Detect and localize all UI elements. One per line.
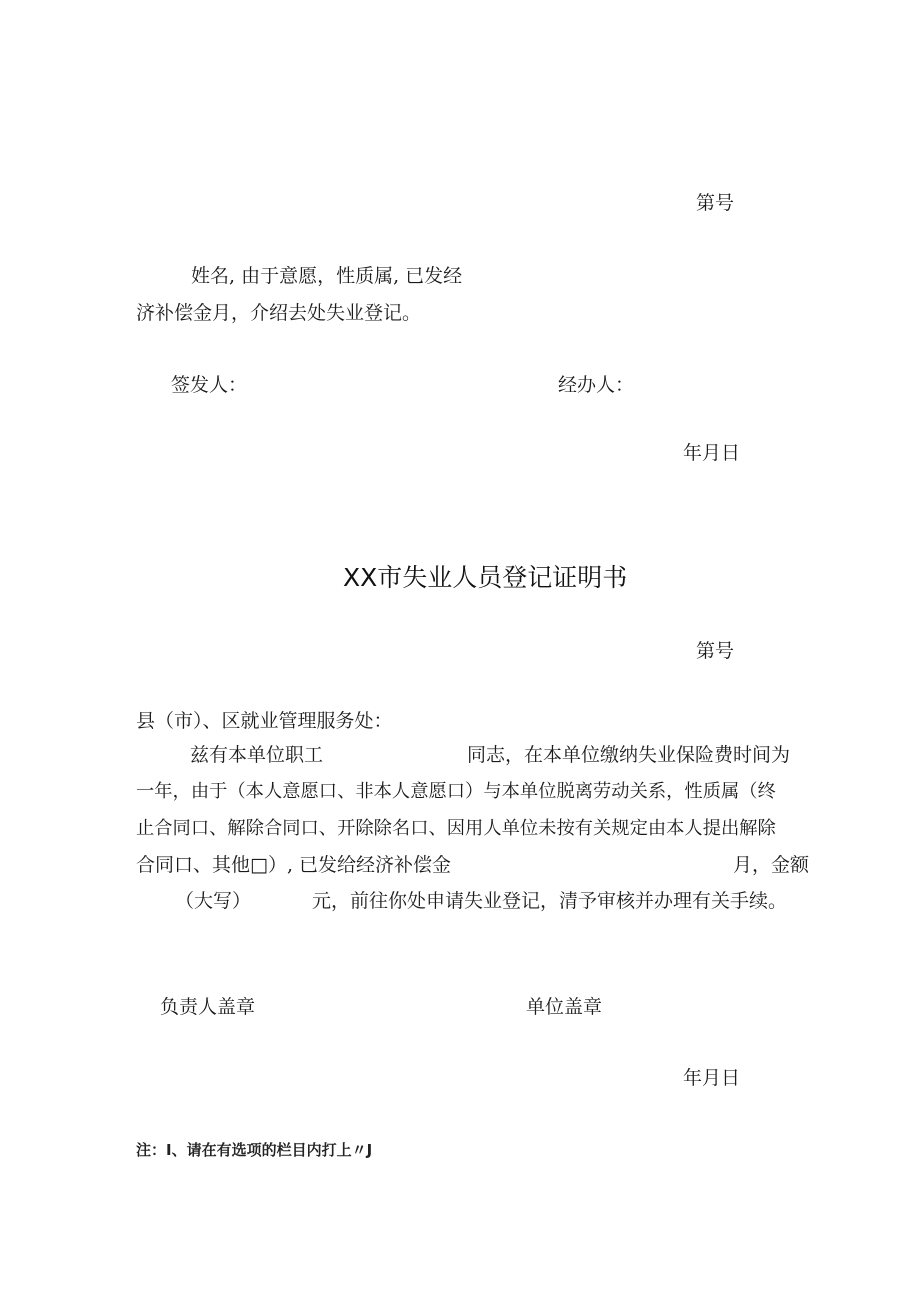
certificate-para5-start: （大写） <box>175 890 252 912</box>
certificate-para1-start: 兹有本单位职工 <box>190 744 324 766</box>
certificate-para3: 止合同口、解除合同口、开除除名口、因用人单位未按有关规定由本人提出解除 <box>136 818 776 839</box>
certificate-para4-start: 合同口、其他□）, 已发给经济补偿金 <box>136 854 452 876</box>
certificate-para5-end: 元，前往你处申请失业登记，清予审核并办理有关手续。 <box>312 890 788 912</box>
slip-number-label: 第号 <box>696 192 735 214</box>
slip-handler-label: 经办人： <box>558 374 635 396</box>
certificate-para1-end: 同志，在本单位缴纳失业保险费时间为 <box>467 744 791 766</box>
certificate-title: XX市失业人员登记证明书 <box>343 563 628 592</box>
slip-issuer-label: 签发人： <box>171 374 248 396</box>
slip-body-line-2: 济补偿金月，介绍去处失业登记。 <box>136 302 422 324</box>
certificate-number-label: 第号 <box>696 640 735 662</box>
unit-seal-label: 单位盖章 <box>526 996 603 1018</box>
certificate-para2: 一年，由于（本人意愿口、非本人意愿口）与本单位脱离劳动关系，性质属（终 <box>136 781 776 802</box>
responsible-person-seal-label: 负责人盖章 <box>160 996 256 1018</box>
certificate-addressee: 县（市）、区就业管理服务处： <box>136 710 393 732</box>
footnote: 注：I、请在有选项的栏目内打上〃J <box>136 1141 373 1159</box>
certificate-date-label: 年月日 <box>683 1067 741 1089</box>
slip-body-line-1: 姓名, 由于意愿，性质属, 已发经 <box>191 265 463 287</box>
slip-date-label: 年月日 <box>683 442 741 464</box>
certificate-para4-end: 月，金额 <box>733 854 810 876</box>
